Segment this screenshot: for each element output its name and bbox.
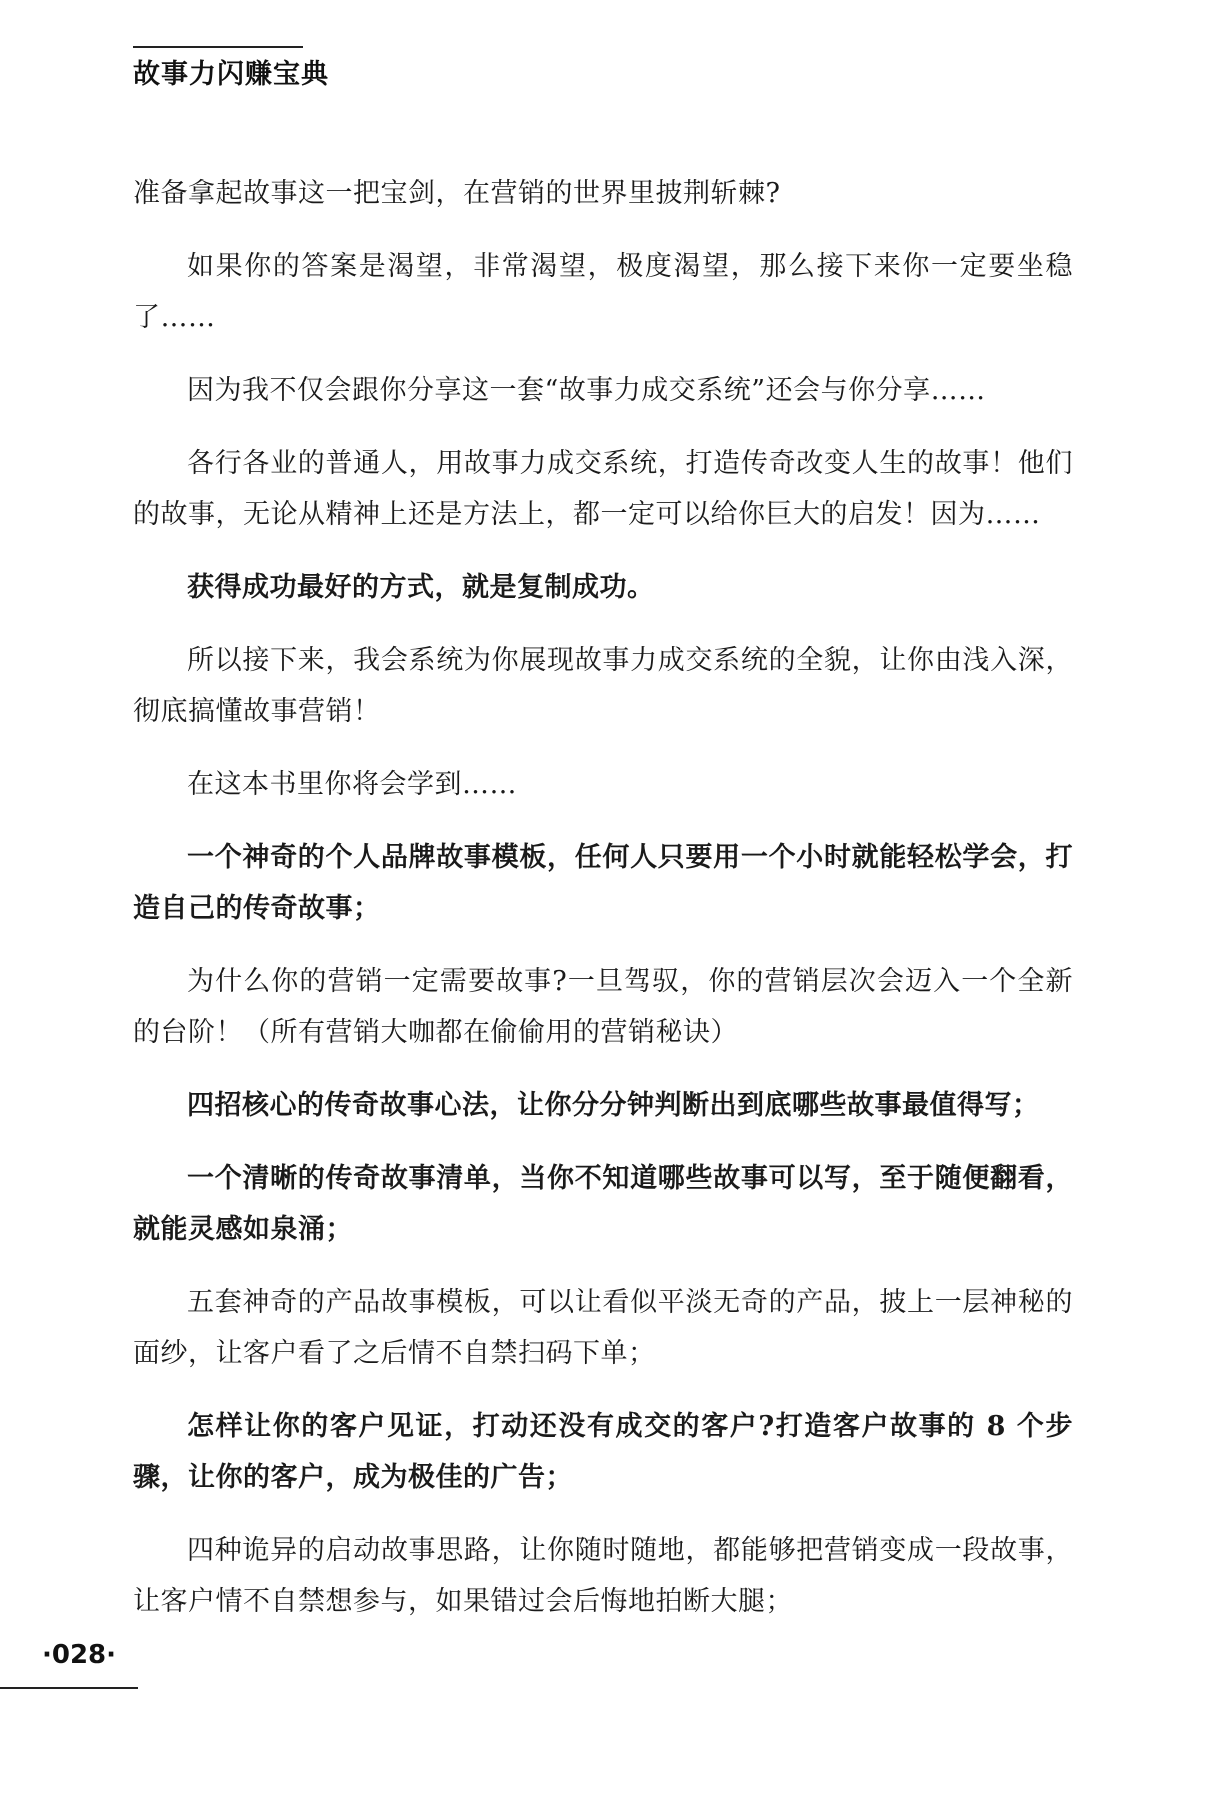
footer-rule: [0, 1687, 138, 1689]
paragraph: 四种诡异的启动故事思路，让你随时随地，都能够把营销变成一段故事，让客户情不自禁想参与，如果错过会后悔地拍断大腿；: [133, 1535, 1073, 1617]
page-number: ·028·: [42, 1640, 117, 1670]
paragraph: 所以接下来，我会系统为你展现故事力成交系统的全貌，让你由浅入深，彻底搞懂故事营销！: [133, 645, 1073, 727]
header-rule: [133, 46, 303, 48]
paragraph: 各行各业的普通人，用故事力成交系统，打造传奇改变人生的故事！他们的故事，无论从精神上还是方法上，都一定可以给你巨大的启发！因为……: [133, 448, 1073, 530]
paragraph: 为什么你的营销一定需要故事?一旦驾驭，你的营销层次会迈入一个全新的台阶！（所有营销大咖都在偷偷用的营销秘诀）: [133, 966, 1073, 1048]
paragraph-bold: 一个神奇的个人品牌故事模板，任何人只要用一个小时就能轻松学会，打造自己的传奇故事；: [133, 842, 1073, 924]
paragraph-bold: 怎样让你的客户见证，打动还没有成交的客户?打造客户故事的 8 个步骤，让你的客户，成为极佳的广告；: [133, 1411, 1073, 1493]
paragraph: 五套神奇的产品故事模板，可以让看似平淡无奇的产品，披上一层神秘的面纱，让客户看了之后情不自禁扫码下单；: [133, 1287, 1073, 1369]
paragraph-bold: 四招核心的传奇故事心法，让你分分钟判断出到底哪些故事最值得写；: [187, 1090, 1040, 1121]
paragraph: 如果你的答案是渴望，非常渴望，极度渴望，那么接下来你一定要坐稳了……: [133, 251, 1073, 333]
paragraph: 在这本书里你将会学到……: [187, 769, 517, 800]
paragraph-bold: 获得成功最好的方式，就是复制成功。: [187, 572, 655, 603]
paragraph-bold: 一个清晰的传奇故事清单，当你不知道哪些故事可以写，至于随便翻看，就能灵感如泉涌；: [133, 1163, 1073, 1245]
paragraph: 准备拿起故事这一把宝剑，在营销的世界里披荆斩棘?: [133, 178, 781, 209]
body-text: [133, 168, 1073, 1649]
paragraph: 因为我不仅会跟你分享这一套“故事力成交系统”还会与你分享……: [187, 375, 986, 406]
running-header-title: 故事力闪赚宝典: [133, 59, 329, 90]
